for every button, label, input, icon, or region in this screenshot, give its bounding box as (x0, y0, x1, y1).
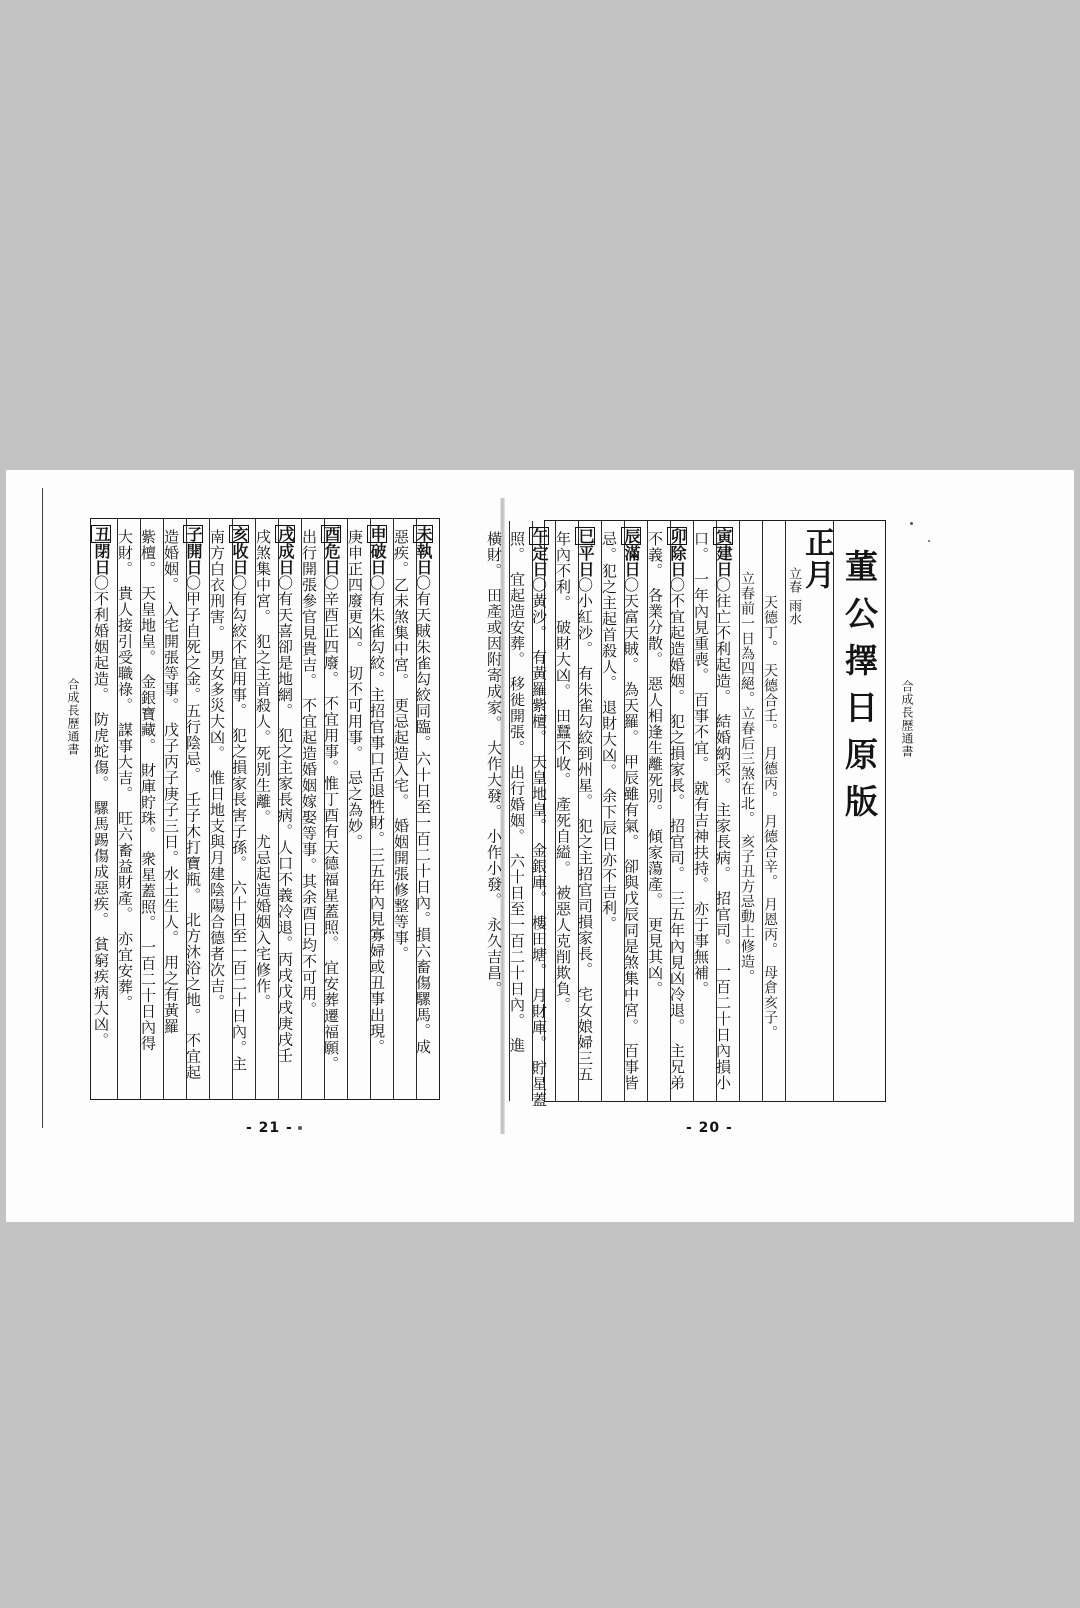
day-tag: 未執日 (414, 526, 433, 575)
day-tag: 午定日 (530, 528, 549, 577)
branch-char-box: 子 (184, 526, 203, 542)
day-tag: 辰滿日 (622, 528, 641, 577)
entry-text: 紫檀。 天皇地皇。 金銀寶藏。 財庫貯珠。 衆星蓋照。 一百二十日內得 (139, 529, 157, 1052)
book-title: 董公擇日原版 (833, 521, 885, 1101)
left-text-frame (90, 518, 440, 1100)
entry-text: 不義。 各業分散。 惡人相逢生離死別。 傾家蕩產。 更見其凶。 (646, 531, 664, 997)
branch-char-box: 未 (414, 526, 433, 542)
running-header: 合成長歷通書 (900, 680, 914, 758)
entry-text: 惡疾。乙未煞集中宮。 更忌起造入宅。 婚姻開張修整等事。 (392, 529, 410, 962)
entry-text: 〇辛酉正四廢。 不宜用事。惟丁酉有天德福星蓋照。 宜安葬遷福願。 (322, 575, 340, 1072)
entry-text: 照。 宜起造安葬。 移徙開張。 出行婚姻。 六十日至一百二十日內。 進 (508, 531, 526, 1054)
page-number: - 21 - (246, 1120, 293, 1136)
entry-text: 年內不利。 破財大凶。 田蠶不收。 產死自縊。 被惡人克削欺負。 (554, 531, 572, 1013)
running-header: 合成長歷通書 (66, 678, 80, 756)
solar-term-1: 立春 (786, 567, 801, 593)
right-page (485, 470, 1074, 1222)
day-tag: 酉危日 (322, 526, 341, 575)
branch-char-box: 亥 (230, 526, 249, 542)
branch-char-box: 寅 (714, 528, 733, 544)
entry-text: 橫財。 田產或因附寄成家。 大作大發。 小作小發。 永久吉昌。 (485, 531, 503, 997)
day-tag: 卯除日 (668, 528, 687, 577)
right-text-frame (485, 520, 886, 1108)
solar-term-2: 雨水 (786, 599, 801, 625)
entry-text: 南方白衣刑害。 男女多災大凶。 惟日地支與月建陰陽合德者次吉。 (208, 529, 226, 1010)
branch-char-box: 戌 (276, 526, 295, 542)
day-tag: 申破日 (368, 526, 387, 575)
entry-text: 〇有勾絞不宜用事。 犯之損家長害子孫。 六十日至一百二十日內。主 (230, 575, 248, 1072)
entry-text: 〇不利婚姻起造。 防虎蛇傷。 騾馬踢傷成惡疾。 貧窮疾病大凶。 (92, 575, 110, 1049)
scan-speck (298, 1126, 302, 1130)
branch-char-box: 午 (530, 528, 549, 544)
entry-text: 戌煞集中宮。 犯之主首殺人。死別生離。 尤忌起造婚姻入宅修作。 (254, 529, 272, 1010)
left-page (6, 470, 508, 1222)
day-tag: 戌成日 (276, 526, 295, 575)
branch-char-box: 卯 (668, 528, 687, 544)
entry-text: 造婚姻。 入宅開張等事。 戊子丙子庚子三日。水土生人。 用之有黃羅 (162, 529, 180, 1035)
day-tag: 丑閉日 (92, 526, 111, 575)
entry-text: 大財。 貴人接引受職祿。 謀事大吉。 旺六畜益財產。 亦宜安葬。 (116, 529, 134, 1011)
day-tag: 子開日 (184, 526, 203, 575)
month-heading (785, 521, 833, 1101)
page-edge-line (42, 488, 43, 1128)
entry-text: 〇有天賊朱雀勾絞同臨。六十日至一百二十日內。損六畜傷騾馬。成 (414, 575, 432, 1055)
month-info-line: 立春前一日為四絕。立春后三煞在北。 亥子丑方忌動土修造。 (739, 521, 762, 1101)
day-tag: 亥收日 (230, 526, 249, 575)
entry-text: 〇有天喜卻是地網。 犯之主家長病。人口不義冷退。丙戌戊戌庚戌壬 (276, 575, 294, 1064)
entry-text: 出行開張參官見貴吉。 不宜起造婚姻嫁娶等事。其余酉日均不可用。 (300, 529, 318, 1018)
entry-text: 〇黃沙。 有黃羅紫檀。 天皇地皇。 金銀庫。 樓田塘。 月財庫。 貯星蓋 (530, 577, 548, 1108)
day-tag: 寅建日 (714, 528, 733, 577)
branch-char-box: 酉 (322, 526, 341, 542)
entry-text: 口。 一年內見重喪。 百事不宜。 就有吉神扶持。 亦于事無補。 (692, 531, 710, 997)
branch-char-box: 巳 (576, 528, 595, 544)
scan-speck (928, 540, 930, 542)
entry-text: 〇天富天賊。 為天羅。 甲辰雖有氣。 卻與戊辰同是煞集中宮。 百事皆 (622, 577, 640, 1091)
page-number: - 20 - (686, 1120, 733, 1136)
month-name: 正月 (799, 527, 834, 591)
month-info-line: 天德丁。 天德合壬。 月德丙。 月德合辛。 月恩丙。 母倉亥子。 (762, 521, 785, 1101)
entry-text: 〇往亡不利起造。 結婚納采。 主家長病。 招官司。 一百二十日內損小 (714, 577, 732, 1091)
scan-speck (910, 522, 913, 525)
scanned-book-spread (6, 470, 1074, 1222)
entry-text: 〇不宜起造婚姻。 犯之損家長。 招官司。 三五年內見凶冷退。 主兄弟 (668, 577, 686, 1091)
entry-column (416, 519, 439, 1099)
day-tag: 巳平日 (576, 528, 595, 577)
entry-text: 〇小紅沙。 有朱雀勾絞到州星。 犯之主招官司損家長。 宅女娘婦三五 (576, 577, 594, 1083)
branch-char-box: 申 (368, 526, 387, 542)
entry-text: 〇有朱雀勾絞。主招官事口舌退牲財。三五年內見寡婦或丑事出現。 (368, 575, 386, 1055)
branch-char-box: 丑 (92, 526, 111, 542)
entry-text: 忌。犯之主起首殺人。 退財大凶。 余下辰日亦不吉利。 (600, 531, 618, 932)
entry-text: 〇甲子自死之金。五行陰忌。 壬子木打寶瓶。 北方沐浴之地。 不宜起 (184, 575, 202, 1081)
branch-char-box: 辰 (622, 528, 641, 544)
entry-text: 庚申正四廢更凶。 切不可用事。 忌之為妙。 (346, 529, 364, 850)
